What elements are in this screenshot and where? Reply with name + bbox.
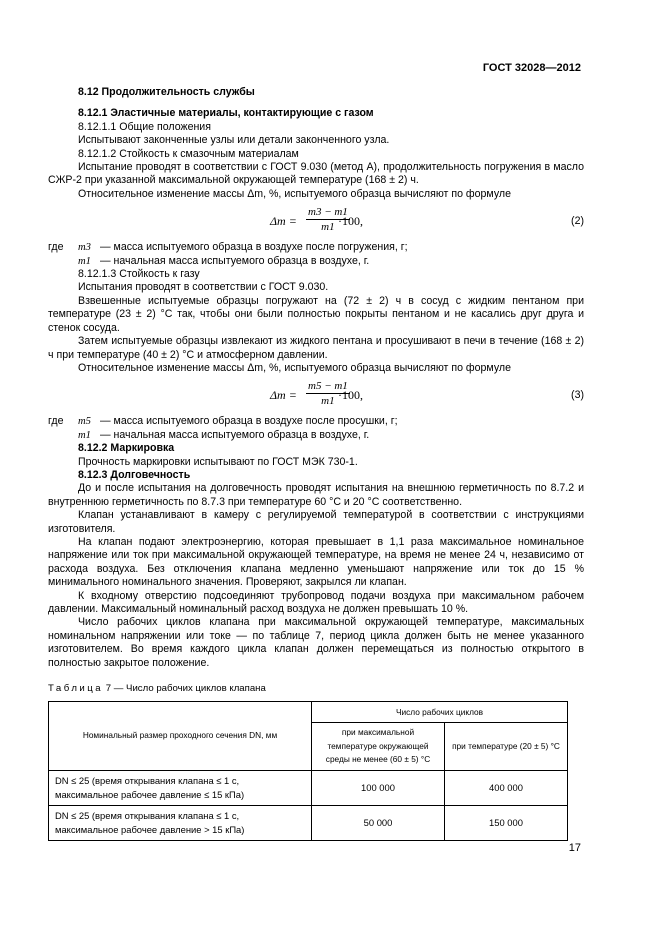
symbol: m1: [78, 255, 91, 267]
symbol-description: — масса испытуемого образца в воздухе после погружения, г;: [100, 241, 408, 254]
formula-number: (3): [571, 389, 584, 402]
formula-denominator: m1: [321, 221, 335, 234]
header-20c: при температуре (20 ± 5) °С: [445, 723, 568, 770]
formula-number: (2): [571, 215, 584, 228]
symbol-description: — начальная масса испытуемого образца в воздухе, г.: [100, 428, 370, 441]
paragraph: Относительное изменение массы Δm, %, испытуемого образца вычисляют по формуле: [78, 187, 511, 200]
symbol: m5: [78, 416, 91, 428]
symbol: m3: [78, 242, 91, 254]
formula-lhs: Δm =: [270, 388, 297, 403]
symbol-description: — масса испытуемого образца в воздухе после просушки, г;: [100, 415, 398, 428]
symbol-description: — начальная масса испытуемого образца в воздухе, г.: [100, 254, 370, 267]
paragraph: Число рабочих циклов клапана при максимальной окружающей температуре, максимальных номинальном напряжении или токе — по таблице 7, период цикла должен быть не менее указанного изготовителем. Во время каждого цикла клапан должен перемещаться из полностью открытого в полностью закрытое положение.: [48, 616, 584, 669]
row-value: 50 000: [312, 805, 445, 840]
paragraph: Клапан устанавливают в камеру с регулируемой температурой в соответствии с инструкциями изготовителя.: [48, 509, 584, 535]
row-value: 100 000: [312, 770, 445, 805]
table-caption-word: Таблица: [48, 683, 104, 695]
section-title-8-12: 8.12 Продолжительность службы: [78, 86, 255, 98]
formula-2: [48, 205, 584, 237]
legend-row: [48, 255, 584, 268]
paragraph: 8.12.1.2 Стойкость к смазочным материалам: [78, 147, 299, 160]
page-number: 17: [568, 842, 581, 854]
page-content: [48, 86, 584, 841]
paragraph: Испытания проводят в соответствии с ГОСТ 9.030.: [78, 281, 329, 294]
table-caption-text: 7 — Число рабочих циклов клапана: [105, 683, 266, 695]
formula-denominator: m1: [321, 395, 335, 408]
paragraph: Прочность маркировки испытывают по ГОСТ МЭК 730-1.: [78, 455, 358, 468]
formula-numerator: m5 − m1: [308, 380, 348, 393]
paragraph: Испытывают законченные узлы или детали законченного узла.: [78, 134, 390, 147]
paragraph: Взвешенные испытуемые образцы погружают на (72 ± 2) ч в сосуд с жидким пентаном при температуре (23 ± 2) °С так, чтобы они были полностью покрыты пентаном и не касались друг друга и стенок сосуда.: [48, 294, 584, 334]
formula-lhs: Δm =: [270, 214, 297, 229]
paragraph: На клапан подают электроэнергию, которая превышает в 1,1 раза максимальное номинальное напряжение или ток при максимальной окружающей температуре, на время не менее 24 ч, независимо от расхода воздуха. Без отключения клапана медленно уменьшают напряжение или ток до 15 % минимального номинального значения. Проверяют, закрылся ли клапан.: [48, 535, 584, 589]
paragraph: 8.12.1.3 Стойкость к газу: [78, 268, 200, 281]
symbol: m1: [78, 429, 91, 441]
cycles-table: [48, 701, 568, 840]
formula-rhs: ·100,: [338, 388, 363, 403]
paragraph: Испытание проводят в соответствии с ГОСТ 9.030 (метод А), продолжительность погружения в масло СЖР-2 при указанной максимальной окружающей температуре (168 ± 2) ч.: [48, 161, 584, 187]
paragraph: 8.12.1.1 Общие положения: [78, 120, 211, 133]
row-value: 150 000: [445, 805, 568, 840]
where-label: где: [48, 415, 64, 428]
header-cycles: Число рабочих циклов: [312, 702, 568, 723]
table-row: [49, 770, 568, 805]
row-value: 400 000: [445, 770, 568, 805]
legend-row: [48, 241, 584, 254]
subsection-title-8-12-3: 8.12.3 Долговечность: [78, 468, 191, 481]
where-label: где: [48, 241, 64, 254]
subsection-title-8-12-2: 8.12.2 Маркировка: [78, 442, 175, 455]
formula-rhs: ·100,: [338, 214, 363, 229]
legend-row: [48, 415, 584, 428]
legend-row: [48, 429, 584, 442]
header-max-temp: при максимальной температуре окружающей среды не менее (60 ± 5) °С: [312, 723, 445, 770]
formula-3: [48, 379, 584, 411]
table-row: [49, 805, 568, 840]
header-dn: Номинальный размер проходного сечения DN, мм: [49, 702, 312, 770]
formula-numerator: m3 − m1: [308, 206, 348, 219]
document-code: ГОСТ 32028—2012: [482, 62, 581, 74]
paragraph: До и после испытания на долговечность проводят испытания на внешнюю герметичность по 8.7.2 и внутреннюю герметичность по 8.7.3 при температуре 60 °С и 20 °С соответственно.: [48, 482, 584, 508]
row-label: DN ≤ 25 (время открывания клапана ≤ 1 с, максимальное рабочее давление ≤ 15 кПа): [49, 770, 312, 805]
paragraph: К входному отверстию подсоединяют трубопровод подачи воздуха при максимальном рабочем давлении. Максимальный номинальный расход воздуха не должен превышать 10 %.: [48, 589, 584, 615]
paragraph: Затем испытуемые образцы извлекают из жидкого пентана и просушивают в печи в течение (168 ± 2) ч при температуре (40 ± 2) °С и атмосферном давлении.: [48, 335, 584, 361]
paragraph: Относительное изменение массы Δm, %, испытуемого образца вычисляют по формуле: [78, 361, 511, 374]
row-label: DN ≤ 25 (время открывания клапана ≤ 1 с, максимальное рабочее давление > 15 кПа): [49, 805, 312, 840]
table-caption: [48, 682, 584, 695]
subsection-title-8-12-1: 8.12.1 Эластичные материалы, контактирующие с газом: [78, 107, 374, 120]
table-header-row: [49, 702, 568, 723]
